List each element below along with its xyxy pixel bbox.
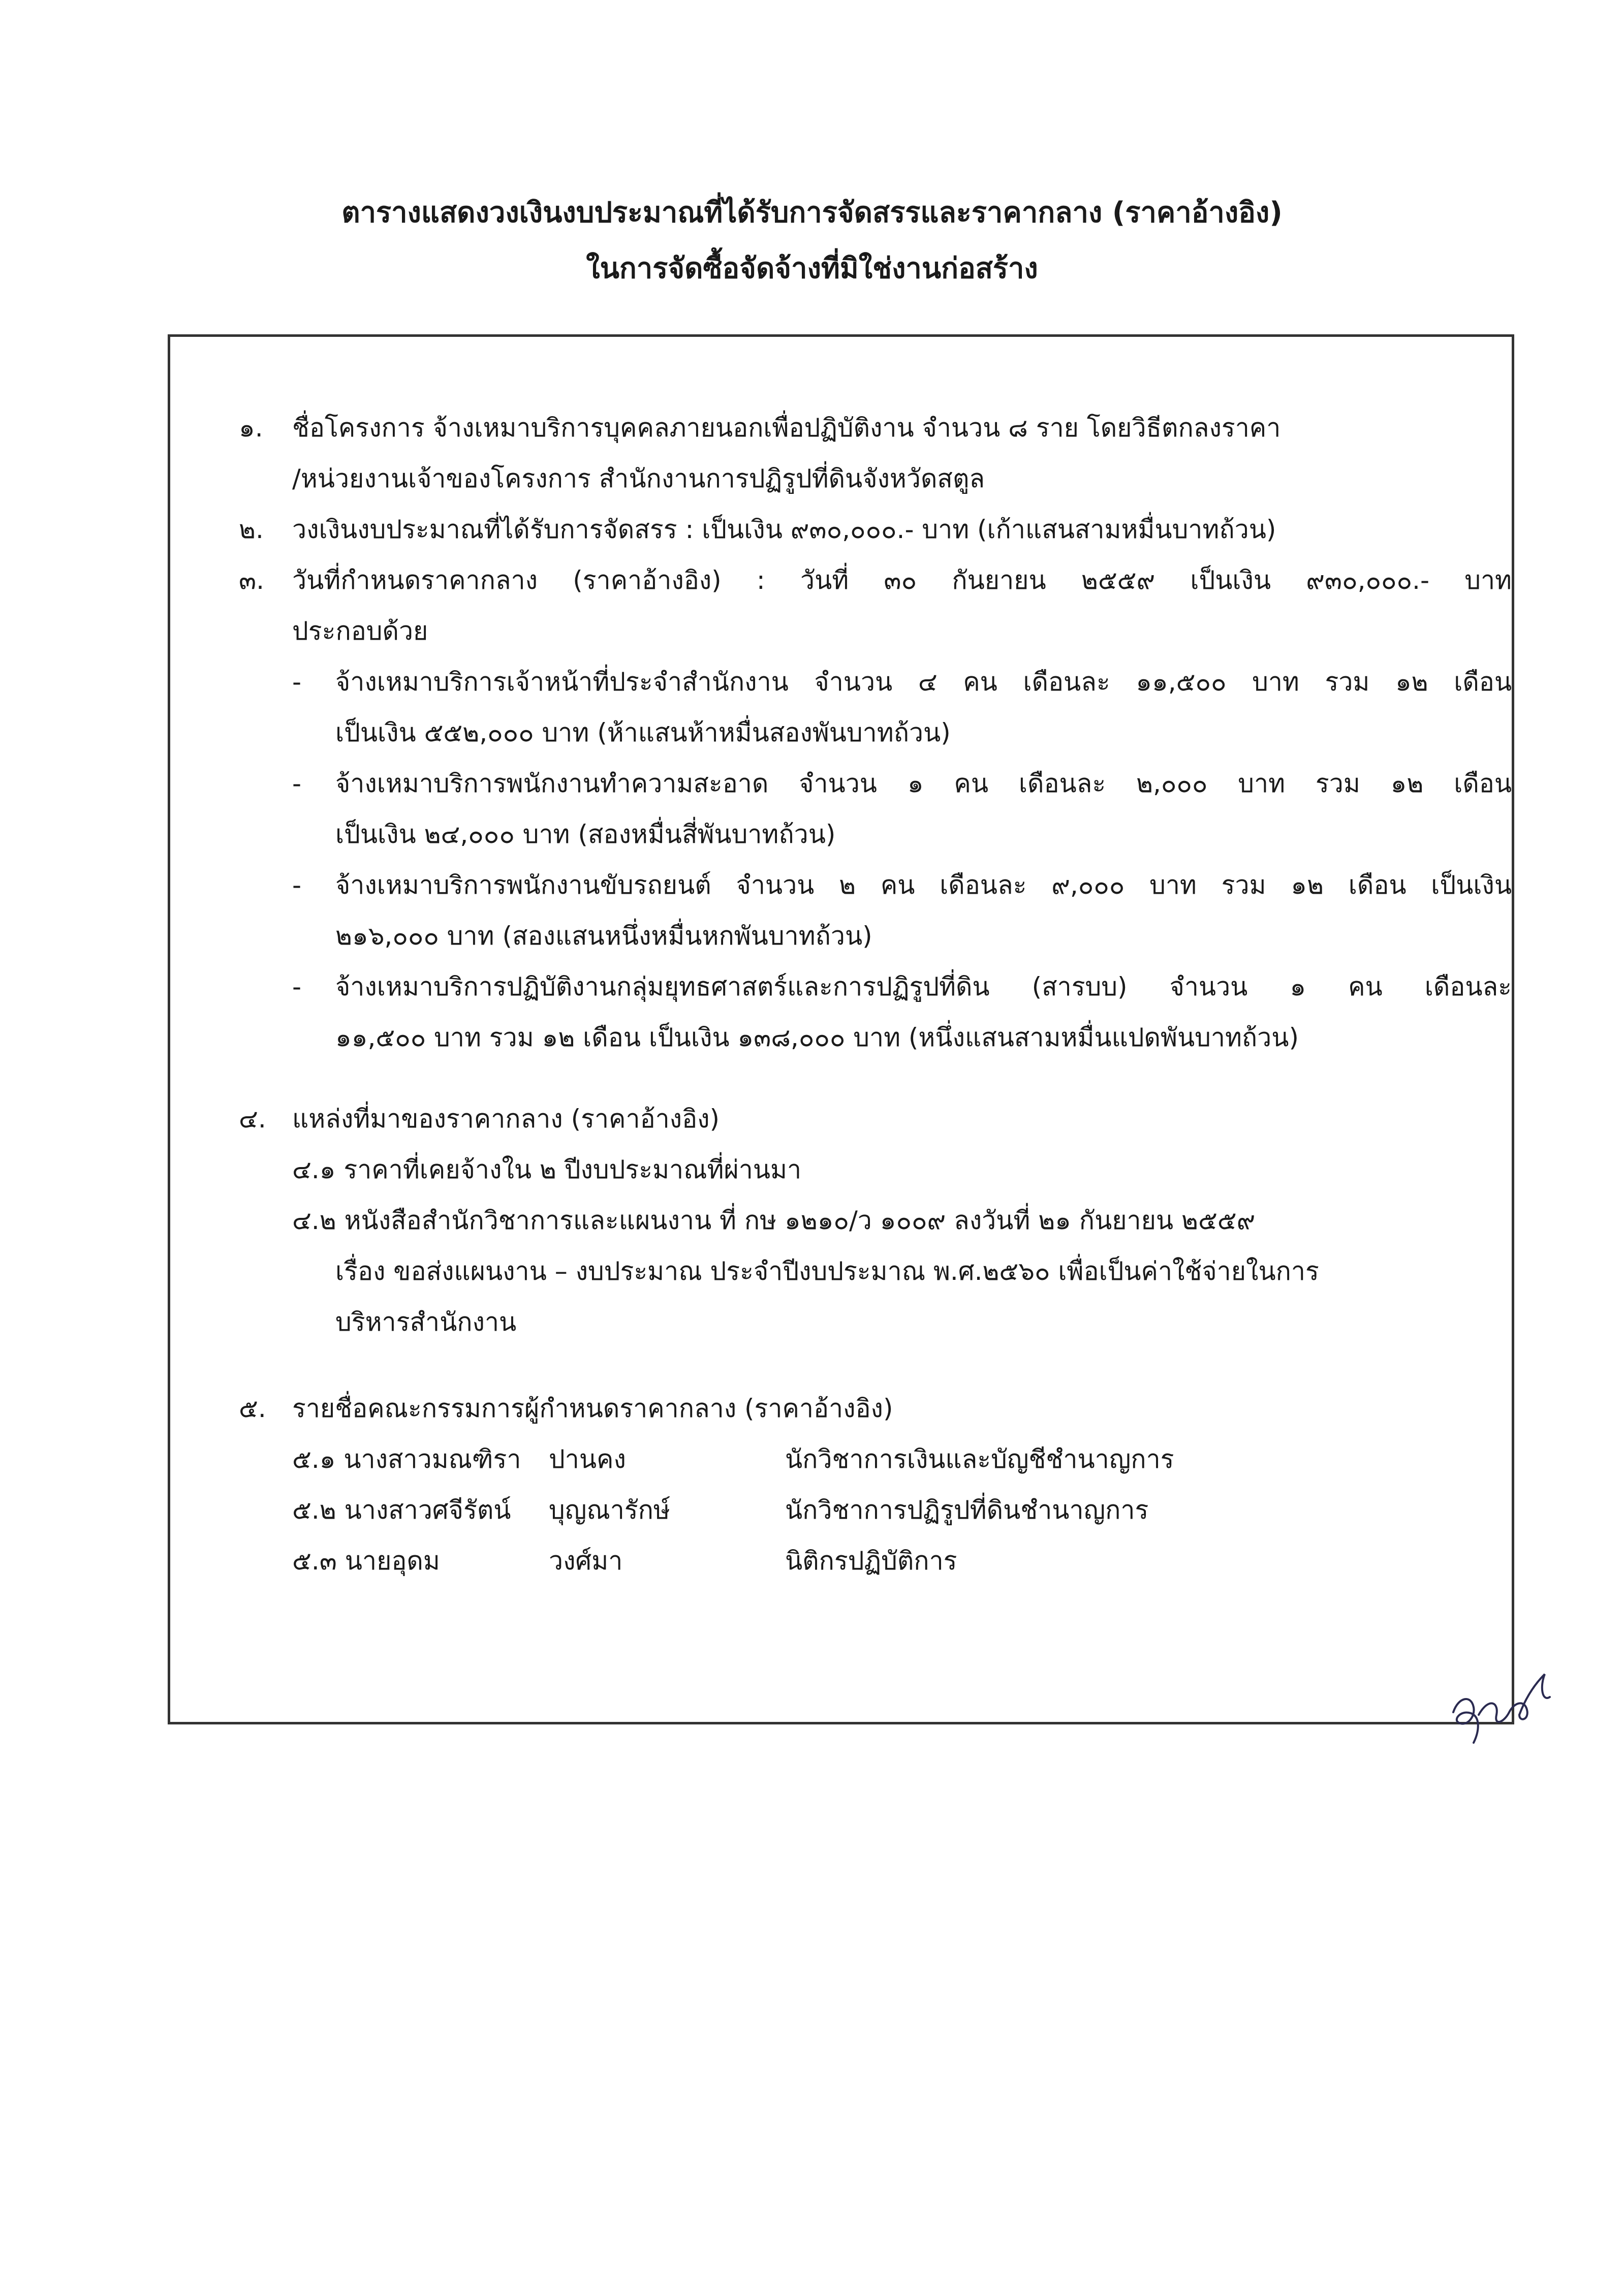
item-1-line-2: /หน่วยงานเจ้าของโครงการ สำนักงานการปฏิรูปที่ดินจังหวัดสตูล xyxy=(292,464,985,493)
item-3-sub-1-line-1: จ้างเหมาบริการเจ้าหน้าที่ประจำสำนักงาน จำนวน ๔ คน เดือนละ ๑๑,๕๐๐ บาท รวม ๑๒ เดือน xyxy=(335,667,1512,697)
item-3-sub-2-line-1: จ้างเหมาบริการพนักงานทำความสะอาด จำนวน ๑ คน เดือนละ ๒,๐๐๐ บาท รวม ๑๒ เดือน xyxy=(335,769,1512,798)
item-3-sub-3-dash: - xyxy=(292,870,302,900)
committee-member-2-role: นักวิชาการปฏิรูปที่ดินชำนาญการ xyxy=(785,1495,1149,1525)
item-4-sub-2-line-1: ๔.๒ หนังสือสำนักวิชาการและแผนงาน ที่ กษ ๑๒๑๐/ว ๑๐๐๙ ลงวันที่ ๒๑ กันยายน ๒๕๕๙ xyxy=(292,1206,1256,1235)
committee-member-3-role: นิติกรปฏิบัติการ xyxy=(785,1546,957,1576)
item-3-sub-1-dash: - xyxy=(292,667,302,697)
item-3-sub-3-line-2: ๒๑๖,๐๐๐ บาท (สองแสนหนึ่งหมื่นหกพันบาทถ้วน) xyxy=(335,921,872,951)
committee-member-1-surname: ปานคง xyxy=(549,1444,626,1474)
committee-member-2-surname: บุญณารักษ์ xyxy=(549,1495,670,1525)
item-3-sub-4-line-2: ๑๑,๕๐๐ บาท รวม ๑๒ เดือน เป็นเงิน ๑๓๘,๐๐๐ บาท (หนึ่งแสนสามหมื่นแปดพันบาทถ้วน) xyxy=(335,1023,1299,1052)
document-title-line-2: ในการจัดซื้อจัดจ้างที่มิใช่งานก่อสร้าง xyxy=(586,252,1038,285)
item-5-number: ๕. xyxy=(239,1394,266,1423)
signature-icon xyxy=(1443,1667,1555,1748)
item-3-sub-2-dash: - xyxy=(292,769,302,798)
item-1-number: ๑. xyxy=(239,413,263,443)
item-3-number: ๓. xyxy=(239,565,265,595)
committee-member-3-surname: วงศ์มา xyxy=(549,1546,623,1576)
document-title-line-1: ตารางแสดงวงเงินงบประมาณที่ได้รับการจัดสรรและราคากลาง (ราคาอ้างอิง) xyxy=(341,196,1283,229)
item-4-number: ๔. xyxy=(239,1104,266,1134)
item-4-sub-2-line-2: เรื่อง ขอส่งแผนงาน – งบประมาณ ประจำปีงบประมาณ พ.ศ.๒๕๖๐ เพื่อเป็นค่าใช้จ่ายในการ xyxy=(335,1256,1319,1286)
item-4-sub-1: ๔.๑ ราคาที่เคยจ้างใน ๒ ปีงบประมาณที่ผ่านมา xyxy=(292,1155,802,1184)
item-2-line-1: วงเงินงบประมาณที่ได้รับการจัดสรร : เป็นเงิน ๙๓๐,๐๐๐.- บาท (เก้าแสนสามหมื่นบาทถ้วน) xyxy=(292,515,1276,544)
item-3-sub-2-line-2: เป็นเงิน ๒๔,๐๐๐ บาท (สองหมื่นสี่พันบาทถ้วน) xyxy=(335,820,836,849)
item-2-number: ๒. xyxy=(239,515,264,544)
item-1-line-1: ชื่อโครงการ จ้างเหมาบริการบุคคลภายนอกเพื่อปฏิบัติงาน จำนวน ๘ ราย โดยวิธีตกลงราคา xyxy=(292,413,1281,443)
item-3-sub-4-line-1: จ้างเหมาบริการปฏิบัติงานกลุ่มยุทธศาสตร์และการปฏิรูปที่ดิน (สารบบ) จำนวน ๑ คน เดือนละ xyxy=(335,972,1512,1001)
committee-member-1-role: นักวิชาการเงินและบัญชีชำนาญการ xyxy=(785,1444,1174,1474)
item-5-line-1: รายชื่อคณะกรรมการผู้กำหนดราคากลาง (ราคาอ้างอิง) xyxy=(292,1394,893,1423)
item-4-sub-2-line-3: บริหารสำนักงาน xyxy=(335,1307,517,1337)
committee-member-3-name: ๕.๓ นายอุดม xyxy=(292,1546,440,1576)
committee-member-1-name: ๕.๑ นางสาวมณฑิรา xyxy=(292,1444,521,1474)
item-3-line-1: วันที่กำหนดราคากลาง (ราคาอ้างอิง) : วันที่ ๓๐ กันยายน ๒๕๕๙ เป็นเงิน ๙๓๐,๐๐๐.- บาท xyxy=(292,565,1512,595)
item-3-sub-1-line-2: เป็นเงิน ๕๕๒,๐๐๐ บาท (ห้าแสนห้าหมื่นสองพันบาทถ้วน) xyxy=(335,718,951,747)
item-3-sub-3-line-1: จ้างเหมาบริการพนักงานขับรถยนต์ จำนวน ๒ คน เดือนละ ๙,๐๐๐ บาท รวม ๑๒ เดือน เป็นเงิน xyxy=(335,870,1512,900)
item-3-sub-4-dash: - xyxy=(292,972,302,1001)
item-4-line-1: แหล่งที่มาของราคากลาง (ราคาอ้างอิง) xyxy=(292,1104,720,1134)
committee-member-2-name: ๕.๒ นางสาวศจีรัตน์ xyxy=(292,1495,511,1525)
item-3-line-2: ประกอบด้วย xyxy=(292,616,428,646)
